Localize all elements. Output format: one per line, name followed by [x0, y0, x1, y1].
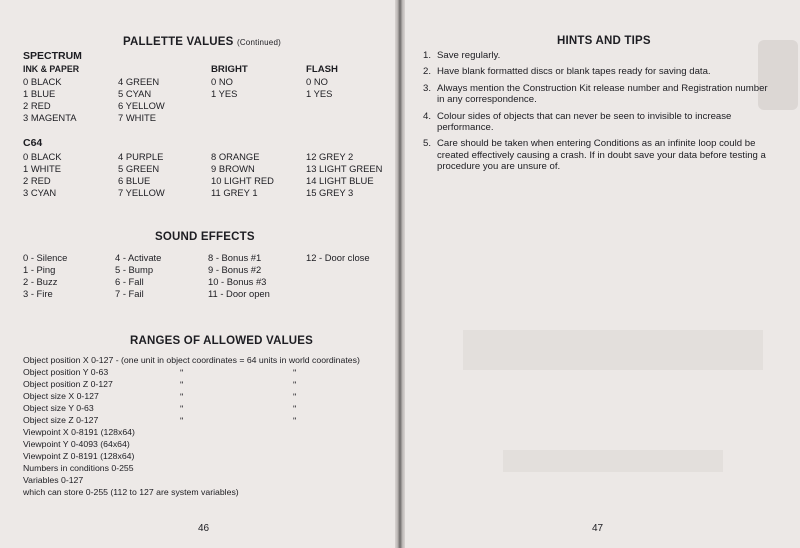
- list-item: Object size X 0-127: [23, 391, 99, 401]
- list-item: 5 GREEN: [118, 163, 160, 174]
- tip-text: Save regularly.: [437, 50, 501, 61]
- list-item: 10 - Bonus #3: [208, 276, 267, 287]
- list-item: 2 RED: [23, 175, 51, 186]
- show-through-decoration: [463, 330, 763, 370]
- list-item: 15 GREY 3: [306, 187, 354, 198]
- list-item: Object position X 0-127 - (one unit in object coordinates = 64 units in world coordinates): [23, 355, 360, 365]
- list-item: 0 NO: [306, 76, 328, 87]
- pallette-title: [123, 36, 281, 48]
- list-item: [423, 66, 771, 77]
- tip-number: 5.: [423, 138, 432, 150]
- pallette-title-suffix: (Continued): [236, 38, 281, 47]
- list-item: 7 WHITE: [118, 112, 157, 123]
- c64-heading: C64: [23, 137, 43, 149]
- ditto-mark: ": [293, 367, 297, 378]
- ditto-mark: ": [180, 415, 184, 426]
- tip-text: Colour sides of objects that can never be seen to invisible to increase performance.: [437, 110, 732, 134]
- list-item: 6 YELLOW: [118, 100, 165, 111]
- list-item: 8 - Bonus #1: [208, 252, 262, 263]
- list-item: 1 YES: [211, 88, 238, 99]
- list-item: [423, 111, 771, 134]
- list-item: 4 PURPLE: [118, 151, 164, 162]
- list-item: 1 WHITE: [23, 163, 62, 174]
- list-item: 11 GREY 1: [211, 187, 258, 198]
- list-item: 3 - Fire: [23, 288, 53, 299]
- list-item: 14 LIGHT BLUE: [306, 175, 374, 186]
- list-item: Object position Z 0-127: [23, 379, 113, 389]
- ditto-mark: ": [293, 391, 297, 402]
- list-item: 5 CYAN: [118, 88, 152, 99]
- list-item: 4 GREEN: [118, 76, 160, 87]
- list-item: 1 YES: [306, 88, 333, 99]
- ditto-mark: ": [180, 379, 184, 390]
- book-gutter: [395, 0, 405, 548]
- list-item: 12 - Door close: [306, 252, 370, 263]
- list-item: 9 BROWN: [211, 163, 255, 174]
- list-item: 0 - Silence: [23, 252, 68, 263]
- list-item: Variables 0-127: [23, 475, 84, 485]
- list-item: 0 BLACK: [23, 151, 62, 162]
- list-item: 6 BLUE: [118, 175, 151, 186]
- list-item: Object size Y 0-63: [23, 403, 94, 413]
- list-item: [423, 138, 771, 172]
- list-item: Object size Z 0-127: [23, 415, 99, 425]
- tip-text: Always mention the Construction Kit release number and Registration number in any correspondence.: [437, 82, 768, 106]
- tip-number: 1.: [423, 50, 432, 61]
- ditto-mark: ": [293, 403, 297, 414]
- sound-effects-heading: SOUND EFFECTS: [155, 231, 255, 243]
- list-item: 7 - Fail: [115, 288, 144, 299]
- list-item: 5 - Bump: [115, 264, 154, 275]
- list-item: 8 ORANGE: [211, 151, 260, 162]
- tips-list: [423, 50, 771, 178]
- list-item: which can store 0-255 (112 to 127 are system variables): [23, 487, 239, 497]
- page-number-left: 46: [198, 523, 210, 534]
- list-item: [423, 50, 771, 61]
- list-item: 3 CYAN: [23, 187, 57, 198]
- list-item: Numbers in conditions 0-255: [23, 463, 134, 473]
- list-item: Viewpoint Z 0-8191 (128x64): [23, 451, 135, 461]
- tip-text: Care should be taken when entering Conditions as an infinite loop could be created effectively causing a crash. If in doubt save your data before testing a procedure you are unsure of.: [437, 138, 766, 173]
- list-item: [423, 83, 771, 106]
- list-item: 13 LIGHT GREEN: [306, 163, 383, 174]
- list-item: 1 BLUE: [23, 88, 56, 99]
- list-item: Viewpoint X 0-8191 (128x64): [23, 427, 135, 437]
- list-item: 0 BLACK: [23, 76, 62, 87]
- show-through-decoration: [503, 450, 723, 472]
- list-item: 0 NO: [211, 76, 233, 87]
- spectrum-heading: SPECTRUM: [23, 50, 82, 62]
- tip-number: 3.: [423, 82, 432, 94]
- list-item: 11 - Door open: [208, 288, 270, 299]
- ditto-mark: ": [180, 367, 184, 378]
- list-item: 6 - Fall: [115, 276, 144, 287]
- tip-number: 4.: [423, 110, 432, 122]
- list-item: 4 - Activate: [115, 252, 162, 263]
- tip-number: 2.: [423, 66, 432, 78]
- hints-tips-heading: HINTS AND TIPS: [557, 35, 651, 47]
- ditto-mark: ": [180, 391, 184, 402]
- list-item: 12 GREY 2: [306, 151, 354, 162]
- list-item: Viewpoint Y 0-4093 (64x64): [23, 439, 130, 449]
- list-item: 3 MAGENTA: [23, 112, 77, 123]
- list-item: 7 YELLOW: [118, 187, 165, 198]
- pallette-title-text: PALLETTE VALUES: [123, 36, 234, 48]
- list-item: 1 - Ping: [23, 264, 56, 275]
- ink-paper-heading: INK & PAPER: [23, 64, 80, 74]
- list-item: 9 - Bonus #2: [208, 264, 262, 275]
- bright-heading: BRIGHT: [211, 64, 248, 75]
- ditto-mark: ": [293, 379, 297, 390]
- page-number-right: 47: [592, 523, 604, 534]
- ditto-mark: ": [293, 415, 297, 426]
- list-item: Object position Y 0-63: [23, 367, 109, 377]
- list-item: 2 RED: [23, 100, 51, 111]
- tip-text: Have blank formatted discs or blank tapes ready for saving data.: [437, 66, 711, 78]
- flash-heading: FLASH: [306, 64, 338, 75]
- list-item: 2 - Buzz: [23, 276, 58, 287]
- ranges-heading: RANGES OF ALLOWED VALUES: [130, 335, 314, 347]
- list-item: 10 LIGHT RED: [211, 175, 274, 186]
- ditto-mark: ": [180, 403, 184, 414]
